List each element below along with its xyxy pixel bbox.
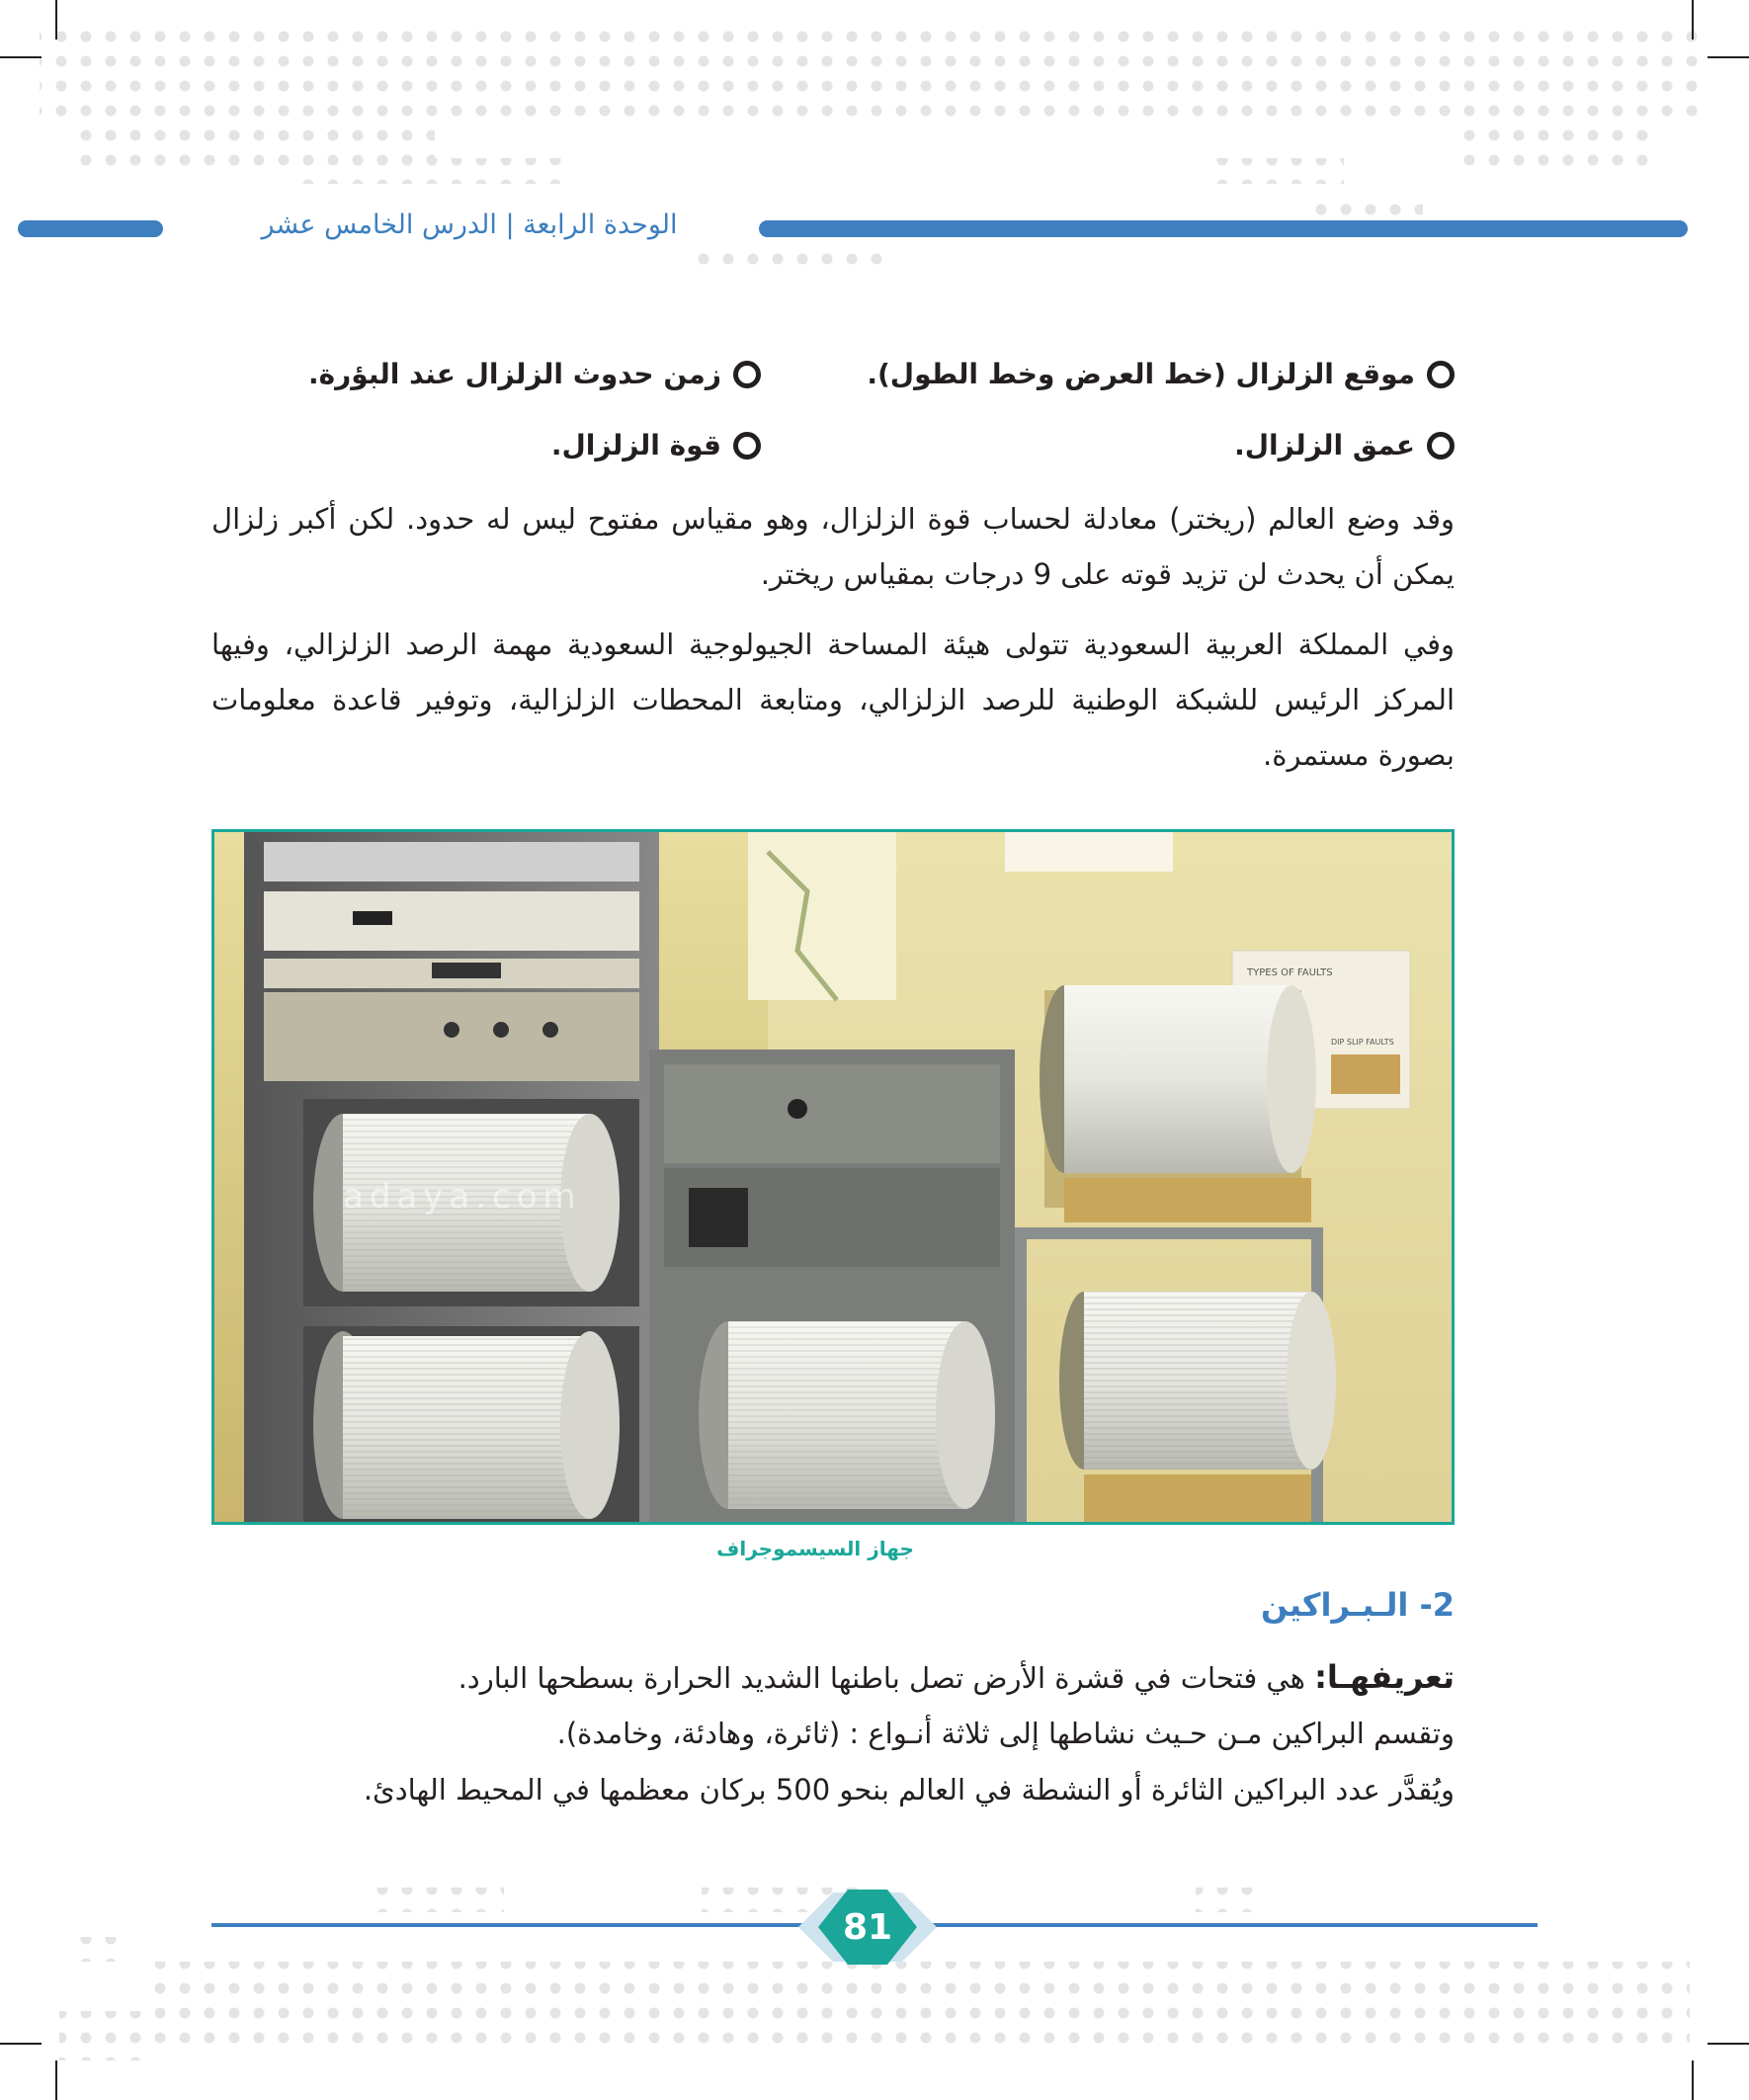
bullet-circle-icon xyxy=(1427,432,1455,460)
footer-line-right xyxy=(933,1923,1538,1927)
richter-paragraph: وقد وضع العالم (ريختر) معادلة لحساب قوة الزلزال، وهو مقياس مفتوح ليس له حدود. لكن أكبر زلزال يمكن أن يحدث لن تزيد قوته على 9 درجات بمقياس ريختر. xyxy=(211,502,1455,591)
page-number-badge xyxy=(798,1878,937,1976)
poster-subtitle: DIP SLIP FAULTS xyxy=(1331,1038,1394,1047)
crop-mark xyxy=(0,56,42,58)
bullet-text: موقع الزلزال (خط العرض وخط الطول). xyxy=(867,358,1415,390)
section-heading: 2- الـبـراكين xyxy=(1261,1586,1455,1624)
seismograph-photo xyxy=(211,829,1455,1525)
footer-line-left xyxy=(211,1923,804,1927)
bullet-circle-icon xyxy=(733,361,761,388)
seismograph-illustration xyxy=(214,832,1452,1522)
definition-label: تعريفهـا: xyxy=(1314,1658,1455,1696)
unit-lesson-title: الوحدة الرابعة | الدرس الخامس عشر xyxy=(261,210,678,240)
bullet-item xyxy=(867,358,1455,390)
header-bar-right xyxy=(759,220,1688,237)
bullet-circle-icon xyxy=(733,432,761,460)
header-bar-left xyxy=(18,220,163,237)
crop-mark xyxy=(1692,0,1694,40)
bullet-text: عمق الزلزال. xyxy=(1234,429,1415,462)
bullet-text: قوة الزلزال. xyxy=(550,429,721,462)
bullet-item xyxy=(551,429,761,462)
bullet-circle-icon xyxy=(1427,361,1455,388)
poster-title: TYPES OF FAULTS xyxy=(1247,967,1333,978)
figure-caption: جهاز السيسموجراف xyxy=(716,1537,914,1560)
crop-mark xyxy=(55,2060,57,2100)
definition-text: هي فتحات في قشرة الأرض تصل باطنها الشديد الحرارة بسطحها البارد. xyxy=(458,1661,1315,1695)
bullet-text: زمن حدوث الزلزال عند البؤرة. xyxy=(307,358,721,390)
crop-mark xyxy=(1692,2060,1694,2100)
page-number: 81 xyxy=(842,1906,893,1948)
count-line: ويُقدَّر عدد البراكين الثائرة أو النشطة في العالم بنحو 500 بركان معظمها في المحيط الهادئ. xyxy=(363,1773,1455,1806)
saudi-paragraph: وفي المملكة العربية السعودية تتولى هيئة المساحة الجيولوجية السعودية مهمة الرصد الزلزالي، وفيها المركز الرئيس للشبكة الوطنية للرصد الزلزالي، ومتابعة المحطات الزلزالية، وتوفير قاعدة معلومات بصورة مستمرة. xyxy=(211,628,1455,772)
crop-mark xyxy=(0,2043,42,2045)
bullet-item xyxy=(1234,429,1455,462)
crop-mark xyxy=(1707,56,1749,58)
types-line: وتقسم البراكين مـن حـيث نشاطها إلى ثلاثة أنـواع : (ثائرة، وهادئة، وخامدة). xyxy=(556,1717,1455,1750)
bullet-item xyxy=(308,358,761,390)
watermark-text: adaya.com xyxy=(343,1177,582,1217)
definition-line xyxy=(458,1658,1455,1696)
crop-mark xyxy=(1707,2043,1749,2045)
crop-mark xyxy=(55,0,57,40)
